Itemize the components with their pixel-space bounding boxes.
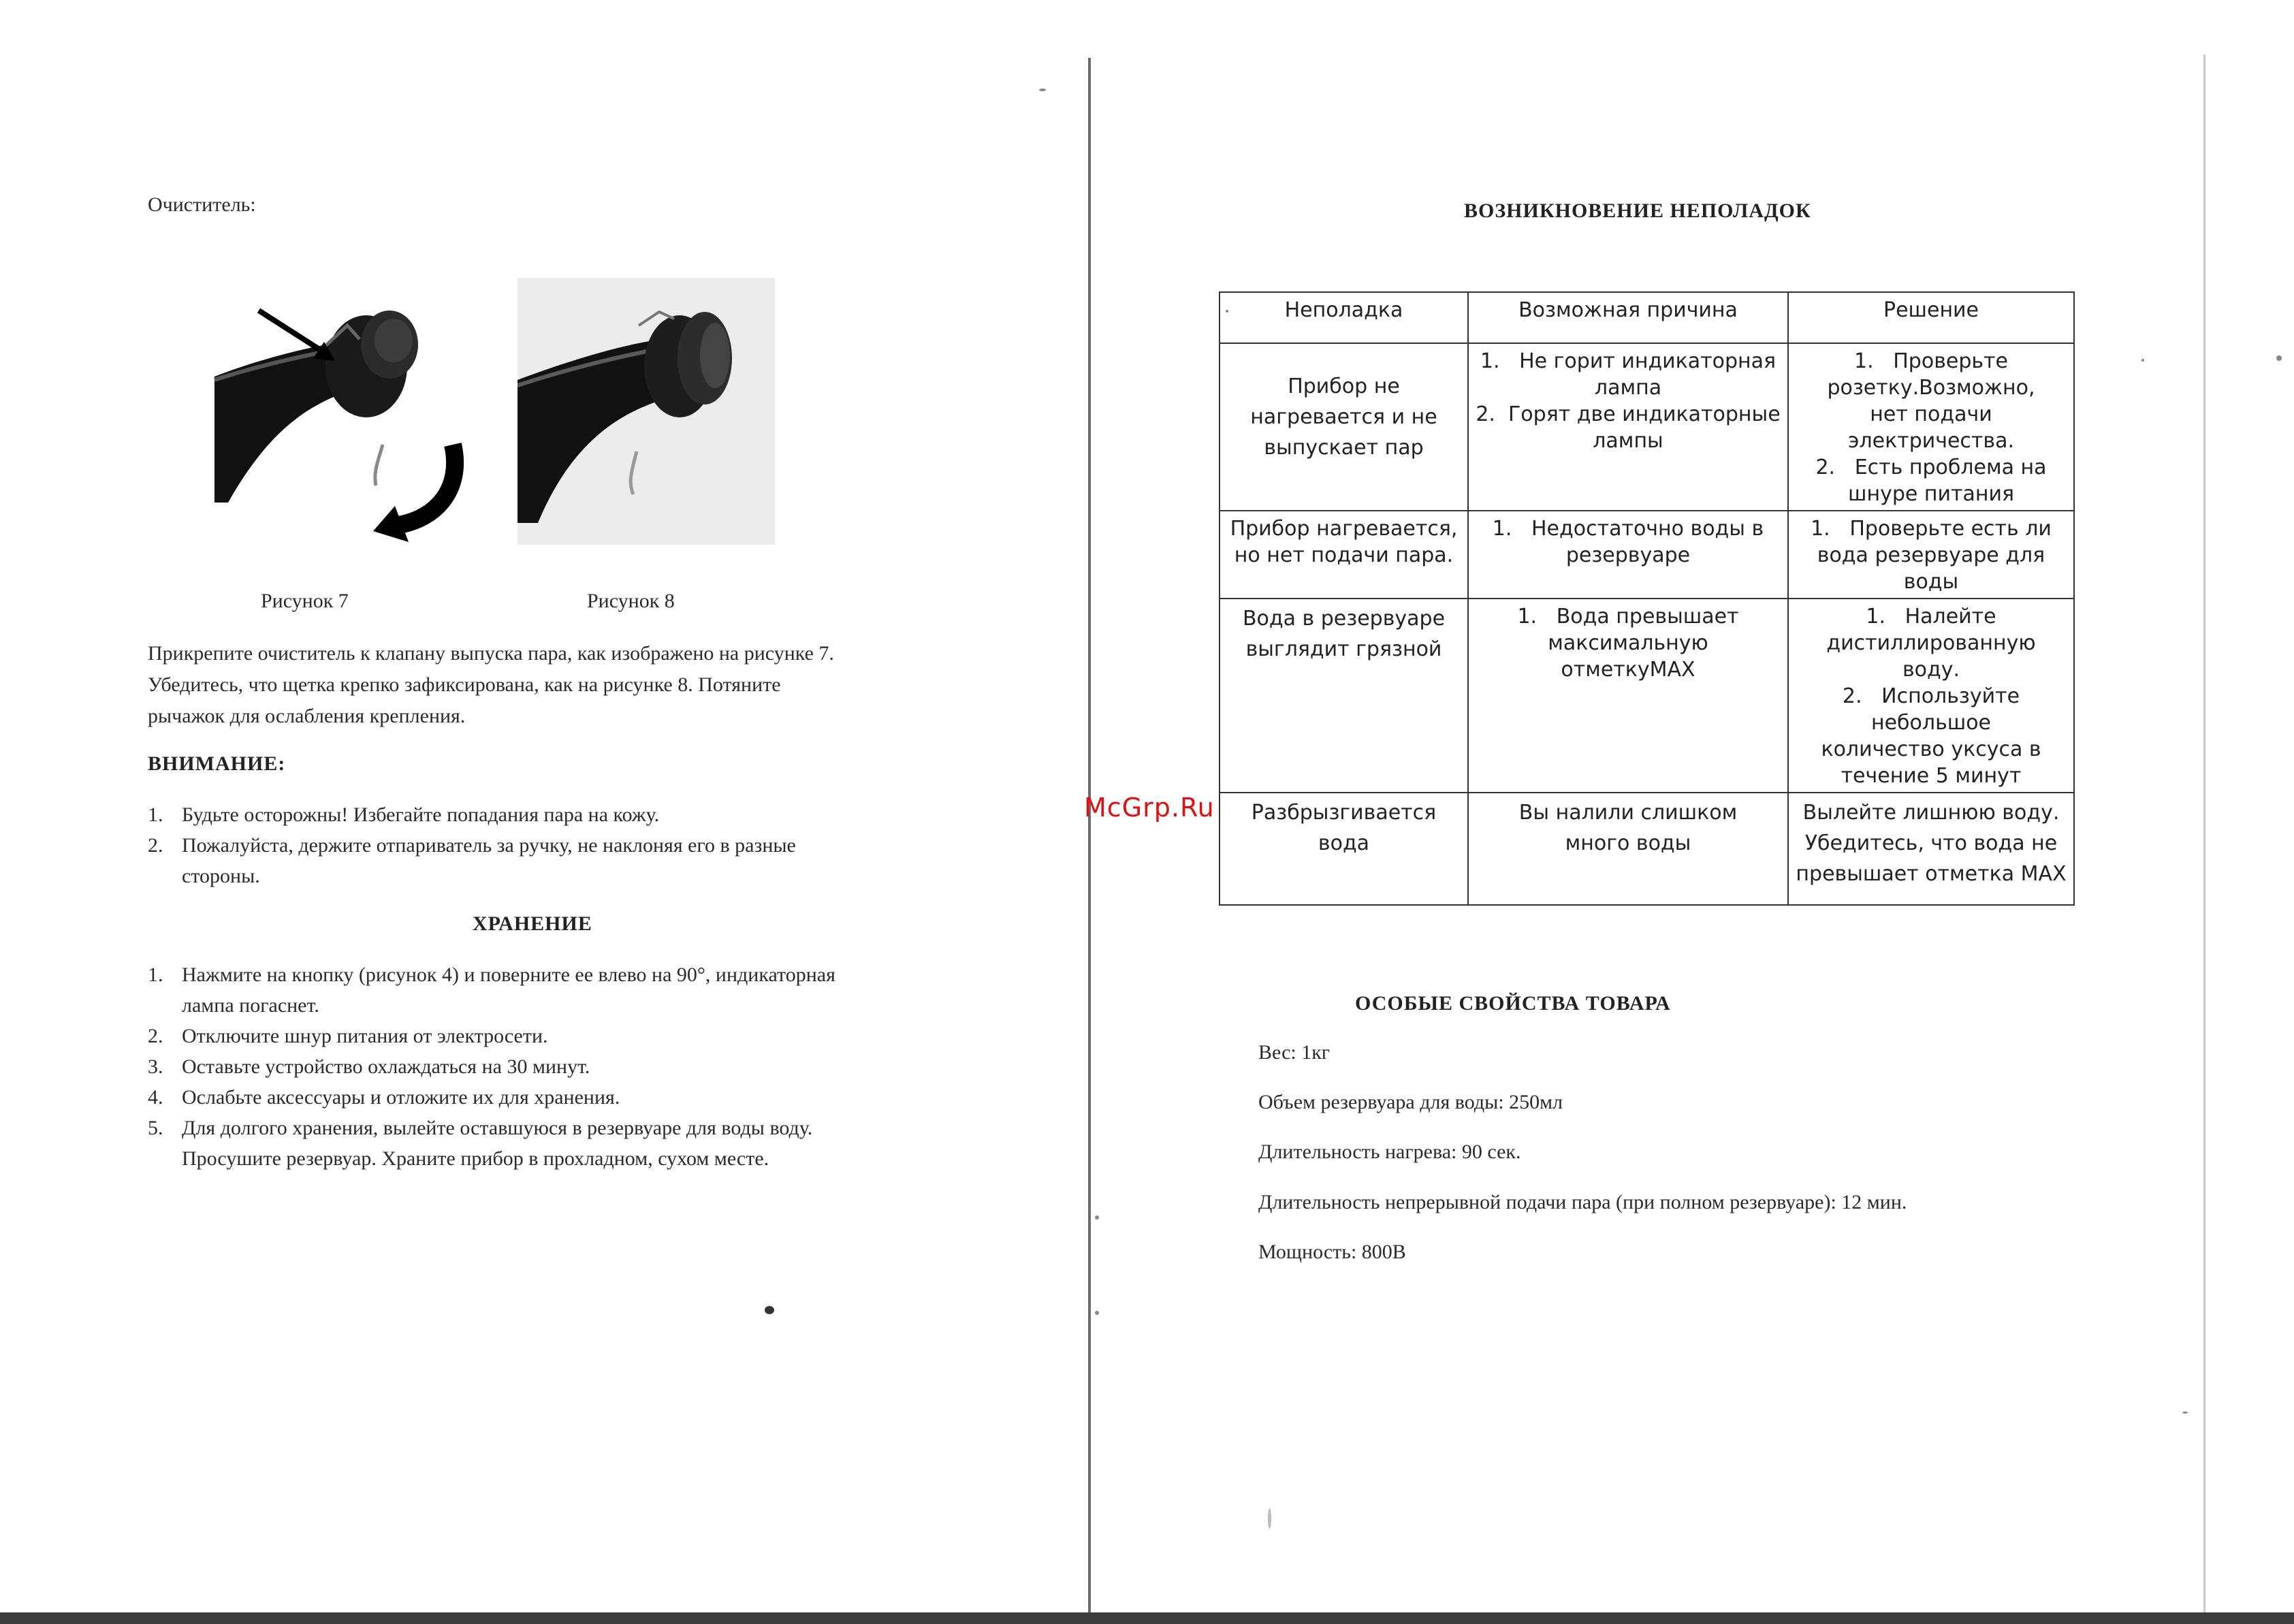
scan-speck	[1095, 1215, 1099, 1220]
storage-item	[148, 1113, 965, 1174]
cell-line: лампы	[1593, 429, 1663, 453]
cell-line: количество уксуса в	[1821, 737, 2041, 761]
cell-line: Вода превышает	[1556, 605, 1739, 628]
cell-line: Есть проблема на	[1854, 456, 2047, 479]
scan-speck	[2141, 359, 2144, 362]
item-number: 1.	[1854, 349, 1874, 373]
item-number: 2.	[1476, 402, 1495, 426]
paragraph-line: рычажок для ослабления крепления.	[148, 705, 466, 727]
feature-heating-time: Длительность нагрева: 90 сек.	[1258, 1141, 1521, 1163]
cell-line: Вода в резервуаре	[1242, 607, 1446, 631]
cleaner-label: Очиститель:	[148, 193, 256, 216]
item-text: Пожалуйста, держите отпариватель за ручку, не наклоняя его в разные	[182, 834, 796, 857]
cleaner-instructions-paragraph	[148, 638, 834, 732]
item-number: 1.	[148, 803, 163, 826]
item-number: 1.	[1866, 605, 1885, 628]
cell-line: Налейте	[1905, 605, 1996, 628]
problem-cell	[1220, 599, 1468, 793]
cell-line: шнуре питания	[1848, 482, 2014, 506]
cell-line: вода	[1318, 831, 1370, 855]
solution-item	[1796, 683, 2067, 710]
features-heading: ОСОБЫЕ СВОЙСТВА ТОВАРА	[1355, 992, 1671, 1015]
scan-speck	[1039, 89, 1046, 91]
solution-item	[1796, 603, 2067, 630]
storage-item	[148, 1021, 965, 1051]
storage-item	[148, 959, 965, 1021]
table-row	[1220, 511, 2074, 599]
cell-line: Прибор не	[1288, 375, 1400, 398]
item-number: 2.	[1815, 456, 1836, 479]
cell-line: нет подачи	[1870, 402, 1992, 426]
cell-line: Разбрызгивается	[1251, 801, 1437, 825]
storage-list	[148, 959, 965, 1174]
figure-8-image	[517, 278, 775, 545]
cell-line: Убедитесь, что вода не	[1804, 831, 2058, 855]
attention-list	[148, 799, 931, 891]
solution-cell	[1788, 793, 2074, 905]
cell-line: небольшое	[1870, 711, 1992, 735]
item-number: 3.	[148, 1055, 163, 1078]
cell-line: максимальную	[1548, 631, 1708, 655]
item-number: 4.	[148, 1086, 163, 1109]
cell-line: электричества.	[1848, 429, 2014, 453]
storage-heading: ХРАНЕНИЕ	[473, 912, 592, 935]
cause-item	[1476, 515, 1781, 542]
scan-speck	[1095, 1311, 1099, 1315]
figure-8-caption: Рисунок 8	[587, 590, 675, 612]
problem-cell	[1220, 343, 1468, 511]
item-text: Нажмите на кнопку (рисунок 4) и поверните ее влево на 90°, индикаторная	[182, 964, 835, 986]
steamer-nozzle-with-cleaner-icon	[211, 278, 470, 543]
storage-item	[148, 1051, 965, 1082]
table-row	[1220, 343, 2074, 511]
cell-line: лампа	[1594, 376, 1662, 400]
feature-weight: Вес: 1кг	[1258, 1041, 1331, 1064]
scan-speck	[2276, 355, 2282, 361]
cell-line: Не горит индикаторная	[1519, 349, 1777, 373]
item-number: 2.	[148, 1025, 163, 1047]
cell-line: отметкуMAX	[1561, 658, 1695, 682]
attention-item	[148, 830, 931, 891]
item-text: Отключите шнур питания от электросети.	[182, 1025, 548, 1047]
figure-7-caption: Рисунок 7	[261, 590, 349, 612]
feature-power: Мощность: 800В	[1258, 1241, 1406, 1263]
cell-line: превышает отметка MAX	[1796, 862, 2067, 886]
cell-line: Вылейте лишнюю воду.	[1802, 801, 2060, 825]
cell-line: Прибор нагревается,	[1230, 517, 1458, 541]
cell-line: но нет подачи пара.	[1234, 543, 1454, 567]
cell-line: течение 5 минут	[1841, 764, 2022, 788]
attention-heading: ВНИМАНИЕ:	[148, 752, 286, 775]
cause-item	[1476, 401, 1781, 428]
scan-speck	[2182, 1412, 2188, 1414]
cause-item	[1476, 348, 1781, 375]
troubleshooting-table	[1219, 291, 2075, 906]
item-number: 5.	[148, 1117, 163, 1139]
cell-line: много воды	[1565, 831, 1691, 855]
troubleshooting-heading: ВОЗНИКНОВЕНИЕ НЕПОЛАДОК	[1464, 200, 1811, 222]
column-header-problem: Неполадка	[1220, 292, 1468, 343]
cell-line: нагревается и не	[1250, 405, 1437, 429]
right-page-edge	[2203, 54, 2205, 1617]
solution-cell	[1788, 599, 2074, 793]
problem-cell	[1220, 793, 1468, 905]
cell-line: воды	[1903, 570, 1959, 594]
item-text: Будьте осторожны! Избегайте попадания пара на кожу.	[182, 803, 660, 826]
cell-line: дистиллированную	[1826, 631, 2036, 655]
cause-item	[1476, 603, 1781, 630]
item-number: 1.	[1480, 349, 1500, 373]
cell-line: Вы налили слишком	[1518, 801, 1738, 825]
item-text: Просушите резервуар. Храните прибор в прохладном, сухом месте.	[182, 1147, 769, 1170]
watermark-logo: McGrp.Ru	[1084, 793, 1215, 823]
item-text: Оставьте устройство охлаждаться на 30 минут.	[182, 1055, 590, 1078]
item-number: 2.	[148, 834, 163, 857]
paragraph-line: Убедитесь, что щетка крепко зафиксирована, как на рисунке 8. Потяните	[148, 673, 781, 696]
cell-line: Горят две индикаторные	[1508, 402, 1781, 426]
paragraph-line: Прикрепите очиститель к клапану выпуска пара, как изображено на рисунке 7.	[148, 642, 834, 665]
cell-line: резервуаре	[1565, 543, 1691, 567]
item-text: Для долгого хранения, вылейте оставшуюся в резервуаре для воды воду.	[182, 1117, 813, 1139]
item-text: стороны.	[182, 865, 260, 887]
cause-cell	[1468, 599, 1788, 793]
scan-bottom-edge	[0, 1612, 2294, 1624]
cause-cell	[1468, 343, 1788, 511]
table-header-row	[1220, 292, 2074, 343]
solution-cell	[1788, 343, 2074, 511]
item-number: 1.	[1492, 517, 1512, 541]
figure-7-image	[211, 278, 470, 543]
cell-line: воду.	[1902, 658, 1960, 682]
cell-line: вода резервуаре для	[1817, 543, 2045, 567]
problem-cell	[1220, 511, 1468, 599]
solution-item	[1796, 454, 2067, 481]
column-header-solution: Решение	[1788, 292, 2074, 343]
cell-line: розетку.Возможно,	[1827, 376, 2035, 400]
scan-speck	[765, 1306, 774, 1314]
cause-cell	[1468, 511, 1788, 599]
page-fold-line	[1088, 58, 1091, 1617]
item-number: 1.	[1517, 605, 1538, 628]
item-text: Ослабьте аксессуары и отложите их для хранения.	[182, 1086, 620, 1109]
cell-line: Проверьте есть ли	[1849, 517, 2052, 541]
steamer-nozzle-cleaner-attached-icon	[517, 278, 775, 545]
solution-item	[1796, 348, 2067, 375]
item-number: 1.	[148, 964, 163, 986]
column-header-cause: Возможная причина	[1468, 292, 1788, 343]
scan-speck	[1268, 1508, 1271, 1529]
table-row	[1220, 793, 2074, 905]
cell-line: Проверьте	[1893, 349, 2008, 373]
cell-line: Недостаточно воды в	[1531, 517, 1764, 541]
solution-item	[1796, 515, 2067, 542]
storage-item	[148, 1082, 965, 1113]
solution-cell	[1788, 511, 2074, 599]
cell-line: Используйте	[1881, 684, 2020, 708]
attention-item	[148, 799, 931, 830]
feature-steam-duration: Длительность непрерывной подачи пара (при полном резервуаре): 12 мин.	[1258, 1191, 1907, 1213]
cell-line: выпускает пар	[1264, 436, 1424, 460]
item-number: 2.	[1842, 684, 1862, 708]
cell-line: выглядит грязной	[1245, 637, 1442, 661]
item-text: лампа погаснет.	[182, 994, 319, 1017]
cause-cell	[1468, 793, 1788, 905]
feature-tank-volume: Объем резервуара для воды: 250мл	[1258, 1091, 1563, 1113]
item-number: 1.	[1811, 517, 1830, 541]
table-row	[1220, 599, 2074, 793]
